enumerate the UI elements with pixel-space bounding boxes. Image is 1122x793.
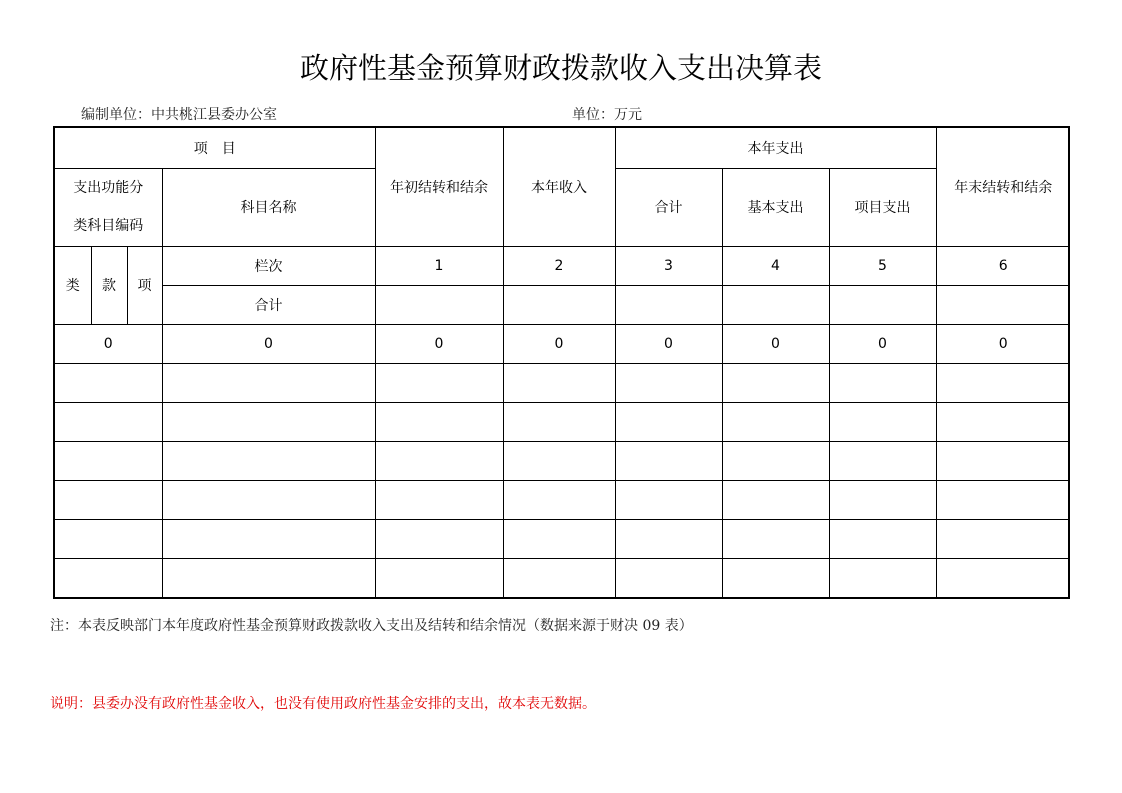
column-number: 2 [503, 246, 615, 285]
table-cell [503, 480, 615, 519]
table-cell [722, 402, 829, 441]
header-project-expense: 项目支出 [829, 168, 936, 246]
table-note: 注：本表反映部门本年度政府性基金预算财政拨款收入支出及结转和结余情况（数据来源于财决 09 表） [50, 618, 693, 634]
column-number: 3 [615, 246, 722, 285]
table-cell: 0 [503, 324, 615, 363]
table-row [55, 324, 1070, 363]
table-cell [829, 363, 936, 402]
table-cell [503, 441, 615, 480]
header-function-code-line2: 类科目编码 [73, 218, 144, 234]
table-row [55, 519, 1070, 558]
table-cell [375, 480, 503, 519]
table-cell: 0 [615, 324, 722, 363]
table-cell [829, 519, 936, 558]
table-row [55, 363, 1070, 402]
table-cell [162, 480, 375, 519]
table-row [55, 441, 1070, 480]
header-function-code-line1: 支出功能分 [73, 180, 144, 196]
header-current-expense: 本年支出 [615, 128, 936, 168]
table-cell: 0 [722, 324, 829, 363]
table-cell [936, 519, 1070, 558]
table-cell [375, 363, 503, 402]
table-cell [55, 441, 162, 480]
table-cell [829, 558, 936, 597]
table-cell [503, 363, 615, 402]
header-current-income: 本年收入 [503, 128, 615, 246]
sum-cell [615, 285, 722, 324]
sum-cell [503, 285, 615, 324]
table-row [55, 402, 1070, 441]
table-cell [162, 441, 375, 480]
column-index-label: 栏次 [162, 246, 375, 285]
table-cell [615, 519, 722, 558]
compiler-unit: 编制单位：中共桃江县委办公室 [81, 107, 277, 123]
sum-cell [722, 285, 829, 324]
column-number: 6 [936, 246, 1070, 285]
table-cell [829, 480, 936, 519]
table-cell [936, 402, 1070, 441]
table-cell [55, 480, 162, 519]
table-cell [615, 480, 722, 519]
table-cell: 0 [829, 324, 936, 363]
header-opening-balance: 年初结转和结余 [375, 128, 503, 246]
table-row [55, 480, 1070, 519]
table-cell [55, 402, 162, 441]
sum-cell [936, 285, 1070, 324]
table-cell [162, 402, 375, 441]
explanation-text: 说明：县委办没有政府性基金收入，也没有使用政府性基金安排的支出，故本表无数据。 [50, 696, 596, 712]
table-cell [829, 402, 936, 441]
header-function-code [55, 168, 162, 246]
table-cell [55, 558, 162, 597]
table-cell: 0 [936, 324, 1070, 363]
column-number: 5 [829, 246, 936, 285]
table-cell [503, 402, 615, 441]
table-cell [615, 441, 722, 480]
table-cell [722, 441, 829, 480]
column-number: 4 [722, 246, 829, 285]
table-cell [375, 402, 503, 441]
currency-unit: 单位：万元 [572, 107, 642, 123]
table-cell [615, 363, 722, 402]
table-cell [615, 558, 722, 597]
header-basic-expense: 基本支出 [722, 168, 829, 246]
table-cell [722, 558, 829, 597]
budget-table [53, 126, 1070, 599]
sum-cell [375, 285, 503, 324]
table-cell: 0 [162, 324, 375, 363]
page-title: 政府性基金预算财政拨款收入支出决算表 [299, 51, 822, 85]
header-total: 合计 [615, 168, 722, 246]
table-cell [936, 558, 1070, 597]
header-closing-balance: 年末结转和结余 [936, 128, 1070, 246]
table-cell [936, 441, 1070, 480]
table-cell [936, 363, 1070, 402]
table-cell [375, 519, 503, 558]
header-xiang: 项 [127, 246, 162, 324]
table-cell [615, 402, 722, 441]
table-cell: 0 [55, 324, 162, 363]
header-lei: 类 [55, 246, 91, 324]
table-cell [375, 441, 503, 480]
table-cell [936, 480, 1070, 519]
table-cell: 0 [375, 324, 503, 363]
table-cell [722, 519, 829, 558]
header-kuan: 款 [91, 246, 127, 324]
table-cell [55, 363, 162, 402]
sum-cell [829, 285, 936, 324]
table-cell [162, 558, 375, 597]
table-cell [162, 363, 375, 402]
table-cell [162, 519, 375, 558]
table-cell [722, 363, 829, 402]
header-subject-name: 科目名称 [162, 168, 375, 246]
table-cell [829, 441, 936, 480]
table-cell [503, 558, 615, 597]
header-item: 项 目 [55, 128, 375, 168]
table-cell [722, 480, 829, 519]
table-cell [375, 558, 503, 597]
table-cell [55, 519, 162, 558]
table-row [55, 558, 1070, 597]
table-cell [503, 519, 615, 558]
sum-label: 合计 [162, 285, 375, 324]
column-number: 1 [375, 246, 503, 285]
